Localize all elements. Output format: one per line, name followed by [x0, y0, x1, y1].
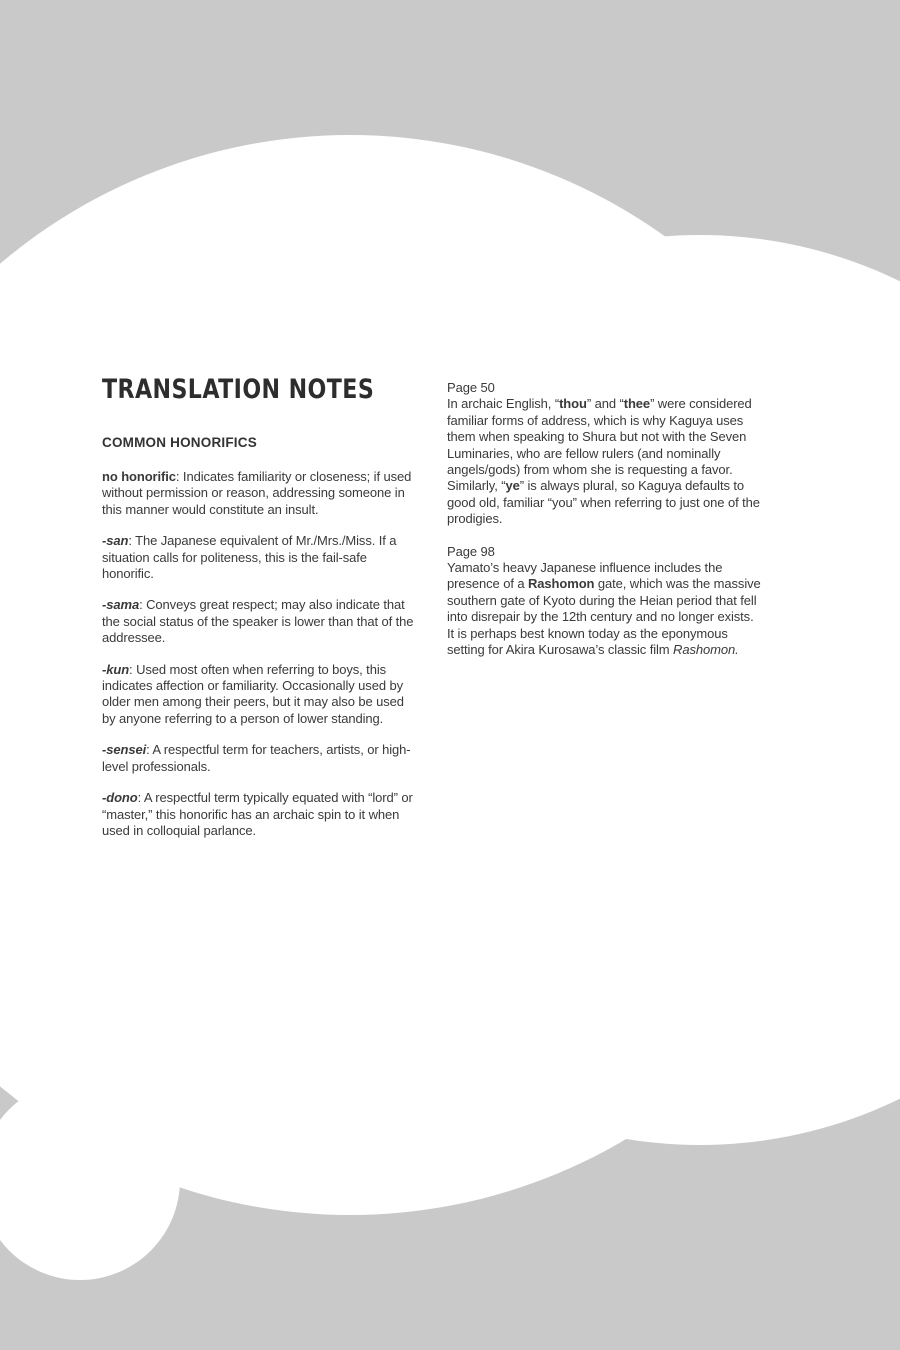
honorific-entry-sama: -sama: Conveys great respect; may also indicate that the social status of the speaker is lower than that of the addressee.	[102, 597, 414, 646]
note-page-label: Page 50	[447, 380, 495, 395]
note-text: Yamato’s heavy Japanese influence includes the presence of a Rashomon gate, which was the massive southern gate of Kyoto during the Heian period that fell into disrepair by the 12th century and no longer exists. It is perhaps best known today as the eponymous setting for Akira Kurosawa’s classic film Rashomon.	[447, 560, 761, 658]
left-column	[102, 374, 420, 854]
note-page-label: Page 98	[447, 543, 495, 559]
note-text: In archaic English, “thou” and “thee” were considered familiar forms of address, which is why Kaguya uses them when speaking to Shura but not with the Seven Luminaries, who are fellow rulers (and nominally angels/gods) from whom she is requesting a favor. Similarly, “ye” is always plural, so Kaguya defaults to good old, familiar “you” when referring to just one of the prodigies.	[447, 396, 760, 527]
right-column	[447, 380, 761, 675]
honorific-entry-dono: -dono: A respectful term typically equated with “lord” or “master,” this honorific has an archaic spin to it when used in colloquial parlance.	[102, 790, 413, 838]
honorific-entry-san: -san: The Japanese equivalent of Mr./Mrs./Miss. If a situation calls for politeness, this is the fail-safe honorific.	[102, 533, 397, 582]
common-honorifics-heading: COMMON HONORIFICS	[102, 435, 257, 450]
honorific-entry-kun: -kun: Used most often when referring to boys, this indicates affection or familiarity. Occasionally used by older men among their peers, but it may also be used by anyone referring to a person of lower standing.	[102, 661, 404, 726]
translation-note-page-50	[447, 380, 761, 528]
honorific-entry-no-honorific: no honorific: Indicates familiarity or closeness; if used without permission or reason, addressing someone in this manner would constitute an insult.	[102, 469, 412, 517]
page-title: TRANSLATION NOTES	[102, 374, 375, 405]
translation-note-page-98	[447, 544, 761, 659]
honorific-entry-sensei: -sensei: A respectful term for teachers, artists, or high-level professionals.	[102, 742, 411, 774]
